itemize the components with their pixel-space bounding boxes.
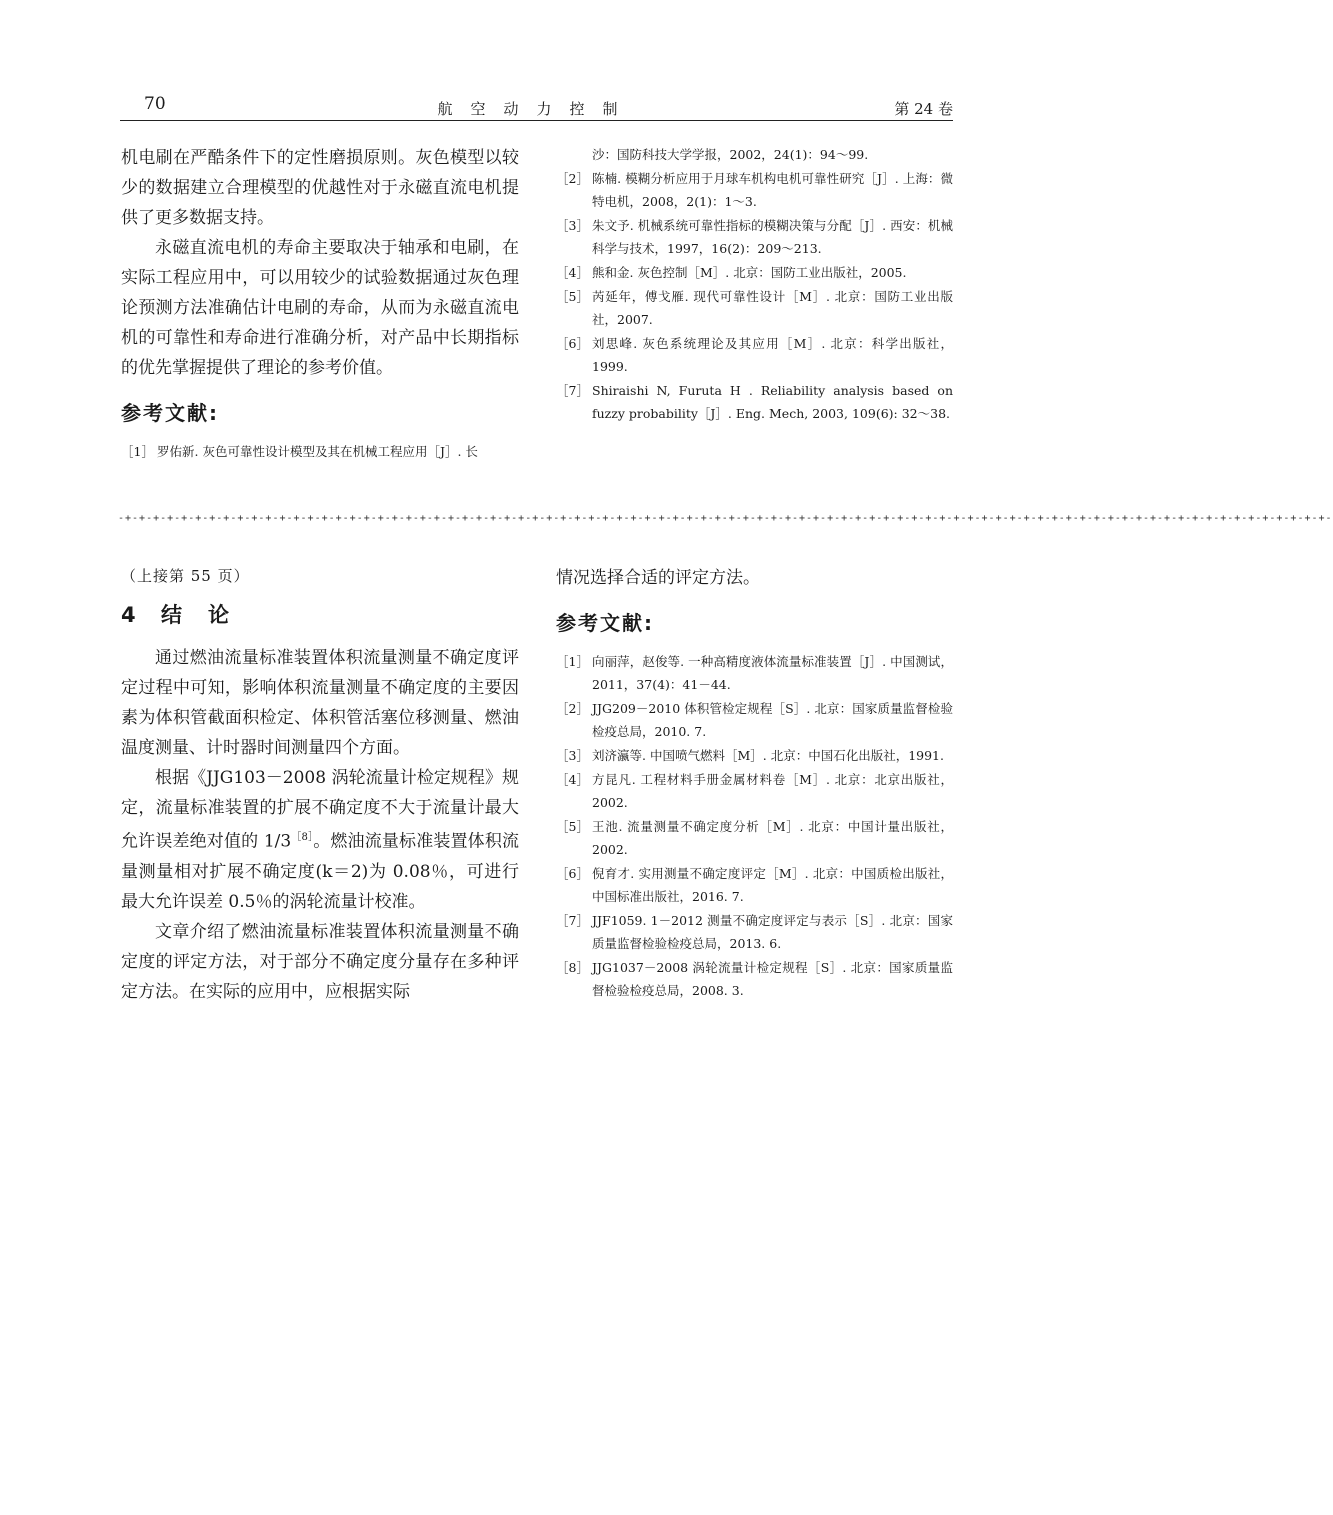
reference-number: ［8］ (556, 960, 589, 975)
reference-item (556, 768, 953, 814)
reference-item (556, 815, 953, 861)
section-number: 4 (121, 603, 138, 627)
reference-item (556, 285, 953, 331)
reference-text: 刘济瀛等. 中国喷气燃料［M］. 北京：中国石化出版社，1991. (592, 748, 944, 763)
reference-item (556, 167, 953, 213)
reference-number: ［6］ (556, 866, 589, 881)
upper-right-column (556, 143, 953, 426)
reference-number: ［2］ (556, 701, 589, 716)
reference-text: 熊和金. 灰色控制［M］. 北京：国防工业出版社，2005. (592, 265, 907, 280)
reference-item (556, 862, 953, 908)
paragraph-text: 根据《JJG103－2008 涡轮流量计检定规程》规定，流量标准装置的扩展不确定度不大于流量计最大允许误差绝对值的 1/3 (121, 768, 519, 852)
running-header (120, 94, 953, 121)
reference-number: ［4］ (556, 772, 589, 787)
reference-item (556, 261, 953, 284)
reference-text: 向丽萍，赵俊等. 一种高精度液体流量标准装置［J］. 中国测试，2011，37(4)：41－44. (592, 654, 953, 692)
reference-number: ［3］ (556, 748, 589, 763)
reference-text: JJG1037－2008 涡轮流量计检定规程［S］. 北京：国家质量监督检验检疫总局，2008. 3. (592, 960, 953, 998)
reference-number: ［4］ (556, 265, 589, 280)
reference-text: 陈楠. 模糊分析应用于月球车机构电机可靠性研究［J］. 上海：微特电机，2008，2(1)：1～3. (592, 171, 953, 209)
reference-item (556, 214, 953, 260)
reference-item (556, 956, 953, 1002)
reference-text: JJF1059. 1－2012 测量不确定度评定与表示［S］. 北京：国家质量监督检验检疫总局，2013. 6. (592, 913, 953, 951)
reference-continuation: 沙：国防科技大学学报，2002，24(1)：94～99. (592, 147, 869, 162)
reference-text: Shiraishi N, Furuta H . Reliability analysis based on fuzzy probability［J］. Eng. Mech, 2003, 109(6): 32～38. (592, 383, 953, 421)
lower-left-column (121, 563, 519, 1007)
reference-text: 朱文予. 机械系统可靠性指标的模糊决策与分配［J］. 西安：机械科学与技术，1997，16(2)：209～213. (592, 218, 953, 256)
references-heading: 参考文献: (121, 401, 219, 425)
upper-left-column (121, 143, 519, 464)
reference-number: ［1］ (556, 654, 589, 669)
reference-text: 罗佑新. 灰色可靠性设计模型及其在机械工程应用［J］. 长 (157, 444, 478, 459)
reference-text: 刘思峰. 灰色系统理论及其应用［M］. 北京：科学出版社，1999. (592, 336, 953, 374)
reference-item (556, 744, 953, 767)
reference-text: 芮延年，傅戈雁. 现代可靠性设计［M］. 北京：国防工业出版社，2007. (592, 289, 953, 327)
references-heading: 参考文献: (556, 611, 654, 635)
reference-number: ［1］ (121, 444, 154, 459)
reference-item (556, 379, 953, 425)
body-paragraph: 机电刷在严酷条件下的定性磨损原则。灰色模型以较少的数据建立合理模型的优越性对于永磁直流电机提供了更多数据支持。 (121, 148, 519, 228)
body-paragraph: 永磁直流电机的寿命主要取决于轴承和电刷，在实际工程应用中，可以用较少的试验数据通过灰色理论预测方法准确估计电刷的寿命，从而为永磁直流电机的可靠性和寿命进行准确分析，对产品中长期指标的优先掌握提供了理论的参考价值。 (121, 238, 519, 378)
reference-number: ［7］ (556, 383, 589, 398)
reference-item (556, 332, 953, 378)
reference-number: ［6］ (556, 336, 589, 351)
section-heading (121, 599, 519, 629)
body-paragraph (121, 763, 519, 917)
reference-number: ［3］ (556, 218, 589, 233)
continued-note: （上接第 55 页） (121, 567, 250, 585)
reference-item (556, 650, 953, 696)
body-paragraph: 通过燃油流量标准装置体积流量测量不确定度评定过程中可知，影响体积流量测量不确定度的主要因素为体积管截面积检定、体积管活塞位移测量、燃油温度测量、计时器时间测量四个方面。 (121, 648, 519, 758)
section-title: 结论 (161, 603, 255, 627)
body-paragraph: 文章介绍了燃油流量标准装置体积流量测量不确定度的评定方法，对于部分不确定度分量存在多种评定方法。在实际的应用中，应根据实际 (121, 921, 519, 1002)
lower-right-column (556, 563, 953, 1003)
reference-item (556, 909, 953, 955)
reference-number: ［5］ (556, 289, 589, 304)
reference-text: 方昆凡. 工程材料手册金属材料卷［M］. 北京：北京出版社，2002. (592, 772, 953, 810)
reference-text: JJG209－2010 体积管检定规程［S］. 北京：国家质量监督检验检疫总局，2010. 7. (592, 701, 953, 739)
reference-item (556, 697, 953, 743)
body-paragraph: 情况选择合适的评定方法。 (556, 568, 760, 588)
reference-text: 倪育才. 实用测量不确定度评定［M］. 北京：中国质检出版社，中国标准出版社，2016. 7. (592, 866, 953, 904)
reference-text: 王池. 流量测量不确定度分析［M］. 北京：中国计量出版社，2002. (592, 819, 953, 857)
journal-title: 航空动力控制 (437, 100, 636, 118)
reference-number: ［5］ (556, 819, 589, 834)
page-number: 70 (144, 94, 166, 114)
reference-item (121, 440, 519, 463)
citation-marker: ［8］ (291, 832, 314, 843)
article-divider: -+-+-+-+-+-+-+-+-+-+-+-+-+-+-+-+-+-+-+-+-+-+-+-+-+-+-+-+-+-+-+-+-+-+-+-+-+-+-+-+-+-+-+-+-+-+-+-+-+-+-+-+-+-+-+-+-+-+-+-+-+-+-+-+-+-+-+-+-+-+-+-+-+-+-+-+-+-+-+-+-+-+-+-+-+-+- (118, 513, 1333, 524)
paragraph-text: 。燃油流量标准装置体积流量测量相对扩展不确定度(k＝2)为 0.08％，可进行最大允许误差 0.5％的涡轮流量计校准。 (121, 831, 520, 912)
reference-number: ［2］ (556, 171, 589, 186)
reference-number: ［7］ (556, 913, 589, 928)
volume-label: 第 24 卷 (894, 100, 953, 118)
